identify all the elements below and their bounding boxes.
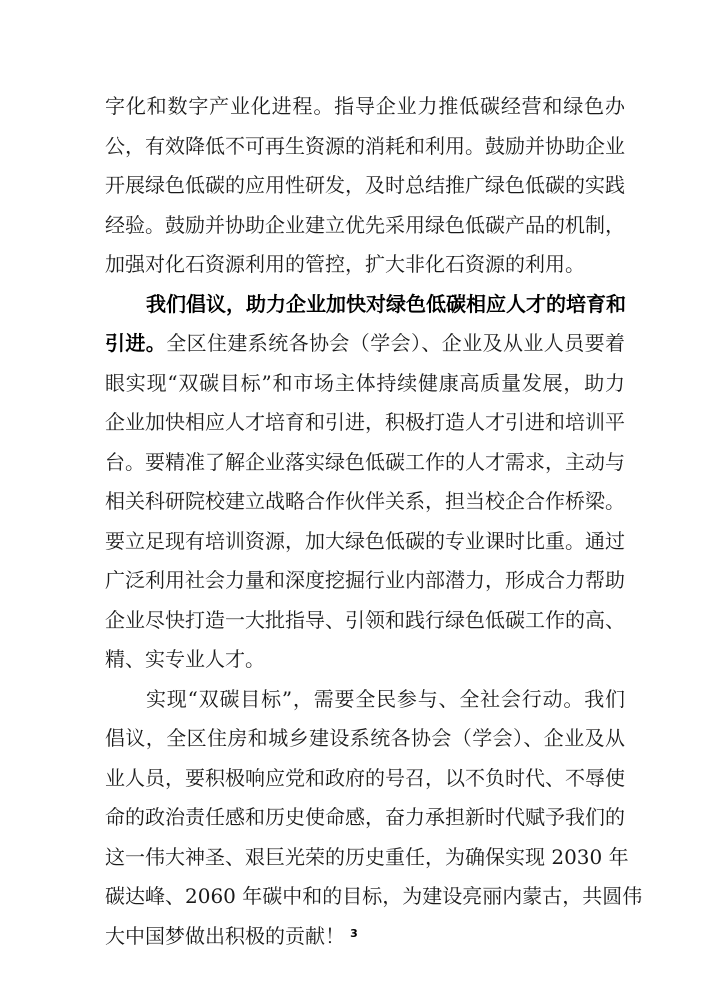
page-number: 3 (350, 927, 358, 940)
paragraph-2-line-7: 要立足现有培训资源，加大绿色低碳的专业课时比重。通过 (105, 529, 625, 553)
paragraph-1-line-1: 字化和数字产业化进程。指导企业力推低碳经营和绿色办 (105, 94, 625, 118)
paragraph-2-line-5: 台。要精准了解企业落实绿色低碳工作的人才需求，主动与 (105, 450, 625, 474)
paragraph-3-line-3: 业人员，要积极响应党和政府的号召，以不负时代、不辱使 (105, 766, 625, 790)
paragraph-2-line-2 (105, 329, 625, 357)
paragraph-2-line-10: 精、实专业人才。 (105, 647, 265, 671)
paragraph-1-line-4: 经验。鼓励并协助企业建立优先采用绿色低碳产品的机制， (105, 213, 625, 237)
paragraph-3-line-5: 这一伟大神圣、艰巨光荣的历史重任，为确保实现 2030 年 (105, 845, 629, 869)
paragraph-3-line-4: 命的政治责任感和历史使命感，奋力承担新时代赋予我们的 (105, 805, 625, 829)
paragraph-1-line-3: 开展绿色低碳的应用性研发，及时总结推广绿色低碳的实践 (105, 173, 625, 197)
paragraph-2-line-2-rest: 全区住建系统各协会（学会）、企业及从业人员要着 (166, 331, 626, 355)
paragraph-3-line-2: 倡议，全区住房和城乡建设系统各协会（学会）、企业及从 (105, 726, 625, 750)
paragraph-2-bold-lead-cont: 引进。 (105, 331, 167, 355)
paragraph-1-line-5: 加强对化石资源利用的管控，扩大非化石资源的利用。 (105, 252, 585, 276)
paragraph-2-line-6: 相关科研院校建立战略合作伙伴关系，担当校企合作桥梁。 (105, 489, 625, 513)
paragraph-2-line-9: 企业尽快打造一大批指导、引领和践行绿色低碳工作的高、 (105, 608, 625, 632)
paragraph-2-line-4: 企业加快相应人才培育和引进，积极打造人才引进和培训平 (105, 410, 625, 434)
paragraph-3-line-6: 碳达峰、2060 年碳中和的目标，为建设亮丽内蒙古，共圆伟 (105, 884, 643, 908)
paragraph-2-line-8: 广泛利用社会力量和深度挖掘行业内部潜力，形成合力帮助 (105, 568, 625, 592)
paragraph-1-line-2: 公，有效降低不可再生资源的消耗和利用。鼓励并协助企业 (105, 134, 625, 158)
paragraph-2-line-3: 眼实现“双碳目标”和市场主体持续健康高质量发展，助力 (105, 371, 625, 395)
paragraph-3-line-1: 实现“双碳目标”，需要全民参与、全社会行动。我们 (146, 687, 625, 711)
paragraph-3-line-7: 大中国梦做出积极的贡献！ (105, 924, 345, 948)
paragraph-2-bold-lead: 我们倡议，助力企业加快对绿色低碳相应人才的培育和 (146, 292, 626, 316)
